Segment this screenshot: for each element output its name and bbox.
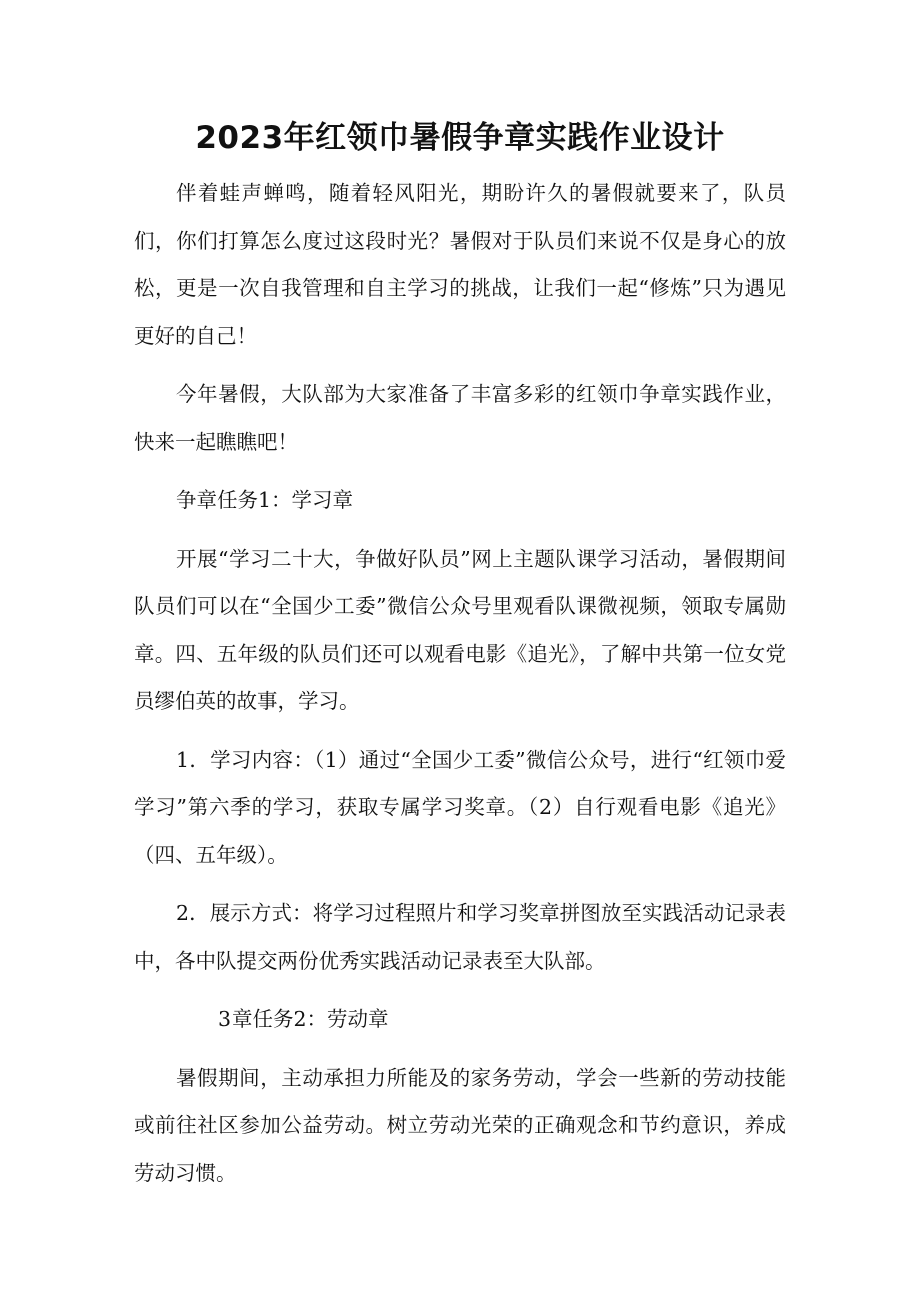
intro-paragraph-2: 今年暑假，大队部为大家准备了丰富多彩的红领巾争章实践作业，快来一起瞧瞧吧！ xyxy=(134,382,786,454)
task1-description: 开展“学习二十大，争做好队员”网上主题队课学习活动，暑假期间队员们可以在“全国少工委”微信公众号里观看队课微视频，领取专属勋章。四、五年级的队员们还可以观看电影《追光》，了解中共第一位女党员缪伯英的故事，学习。 xyxy=(134,546,786,713)
task2-number: 3 xyxy=(218,1007,232,1031)
document-body xyxy=(134,170,786,1208)
intro-paragraph: 伴着蛙声蝉鸣，随着轻风阳光，期盼许久的暑假就要来了，队员们，你们打算怎么度过这段时光？暑假对于队员们来说不仅是身心的放松，更是一次自我管理和自主学习的挑战，让我们一起“修炼”只为遇见更好的自己！ xyxy=(134,181,786,348)
task1-heading: 争章任务1：学习章 xyxy=(176,488,354,512)
task2-description: 暑假期间，主动承担力所能及的家务劳动，学会一些新的劳动技能或前往社区参加公益劳动。树立劳动光荣的正确观念和节约意识，养成劳动习惯。 xyxy=(134,1065,786,1185)
task1-item-2: 2．展示方式：将学习过程照片和学习奖章拼图放至实践活动记录表中，各中队提交两份优秀实践活动记录表至大队部。 xyxy=(134,901,786,973)
task2-heading-line xyxy=(134,996,786,1044)
task2-heading: 章任务2：劳动章 xyxy=(232,1007,389,1031)
task1-item-1: 1．学习内容：（1）通过“全国少工委”微信公众号，进行“红领巾爱学习”第六季的学习，获取专属学习奖章。（2）自行观看电影《追光》（四、五年级）。 xyxy=(134,747,786,867)
document-title: 2023年红领巾暑假争章实践作业设计 xyxy=(195,120,725,156)
